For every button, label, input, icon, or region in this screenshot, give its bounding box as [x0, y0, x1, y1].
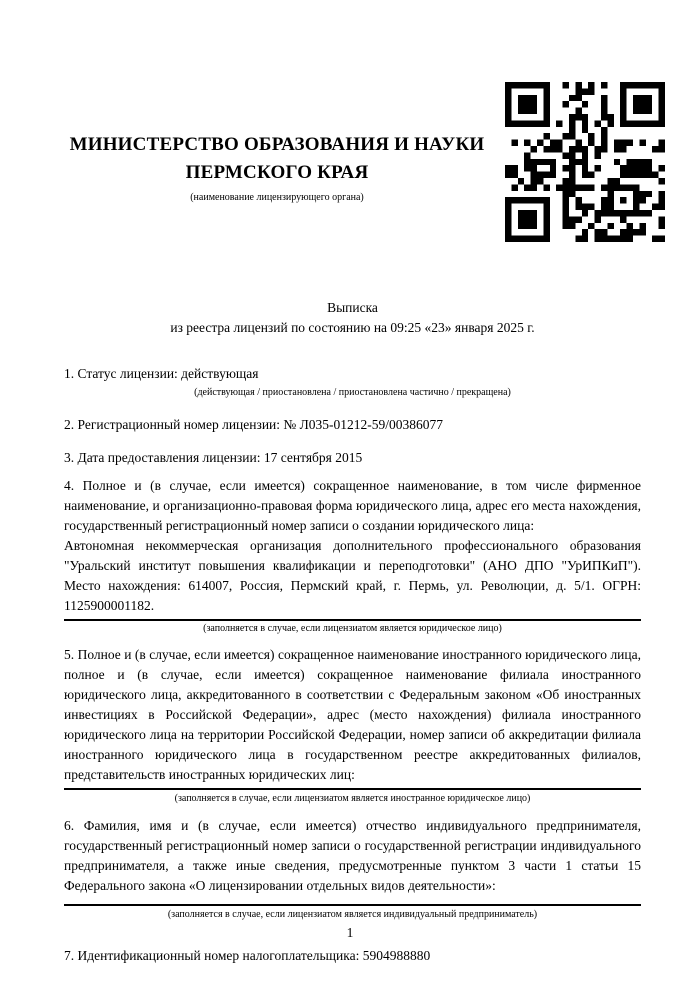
- item-legal-entity-name: 4. Полное и (в случае, если имеется) сокращенное наименование, в том числе фирменное наименование, и организационно-правовая форма юридического лица, адрес его места нахождения, государственный регистрационный номер записи о создании юридического лица:: [64, 478, 641, 533]
- document-title-block: [64, 298, 641, 338]
- licensing-authority-header: [62, 131, 492, 204]
- empty-field-line: [64, 788, 641, 790]
- item-individual-entrepreneur-caption: (заполняется в случае, если лицензиатом является индивидуальный предприниматель): [167, 909, 538, 920]
- ministry-name-line2: ПЕРМСКОГО КРАЯ: [185, 162, 369, 183]
- document-body: [64, 298, 641, 966]
- item-individual-entrepreneur: 6. Фамилия, имя и (в случае, если имеется) отчество индивидуального предпринимателя, государственный регистрационный номер записи о государственной регистрации индивидуального предпринимателя, а также иные сведения, предусмотренные пунктом 3 части 1 статьи 15 Федерального закона «О лицензировании отдельных видов деятельности»:: [64, 818, 641, 893]
- item-license-status: 1. Статус лицензии: действующая: [64, 366, 259, 381]
- document-subtitle: из реестра лицензий по состоянию на 09:25 «23» января 2025 г.: [170, 320, 535, 335]
- item-taxpayer-number: 7. Идентификационный номер налогоплательщика: 5904988880: [64, 948, 431, 963]
- qr-code-icon: [505, 82, 665, 242]
- ministry-caption: (наименование лицензирующего органа): [190, 192, 364, 203]
- item-foreign-entity: 5. Полное и (в случае, если имеется) сокращенное наименование иностранного юридического лица, полное и (в случае, если имеется) сокращенное наименование филиала иностранного юридического лица, аккредитованного в соответствии с Федеральным законом «Об иностранных инвестициях в Российской Федерации», адрес (место нахождения) филиала иностранного юридического лица на территории Российской Федерации, номер записи об аккредитации филиала иностранного юридического лица в государственном реестре аккредитованных филиалов, представительств иностранных юридических лиц:: [64, 647, 641, 782]
- empty-field-line: [64, 904, 641, 906]
- item-foreign-entity-caption: (заполняется в случае, если лицензиатом является иностранное юридическое лицо): [174, 793, 531, 804]
- field-underline: [64, 619, 641, 621]
- item-grant-date: 3. Дата предоставления лицензии: 17 сентября 2015: [64, 450, 363, 465]
- ministry-name-line1: МИНИСТЕРСТВО ОБРАЗОВАНИЯ И НАУКИ: [69, 134, 485, 155]
- qr-code-graphic: [505, 82, 665, 242]
- item-registration-number: 2. Регистрационный номер лицензии: № Л035-01212-59/00386077: [64, 417, 444, 432]
- document-title: Выписка: [327, 300, 378, 315]
- page-number: 1: [346, 925, 354, 940]
- item-license-status-caption: (действующая / приостановлена / приостановлена частично / прекращена): [194, 387, 511, 398]
- item-legal-entity-caption: (заполняется в случае, если лицензиатом является юридическое лицо): [203, 623, 502, 634]
- item-legal-entity-value: Автономная некоммерческая организация дополнительного профессионального образования "Уральский институт повышения квалификации и переподготовки" (АНО ДПО "УрИПКиП"). Место нахождения: 614007, Россия, Пермский край, г. Пермь, ул. Революции, д. 5/1. ОГРН: 1125900001182.: [64, 538, 641, 613]
